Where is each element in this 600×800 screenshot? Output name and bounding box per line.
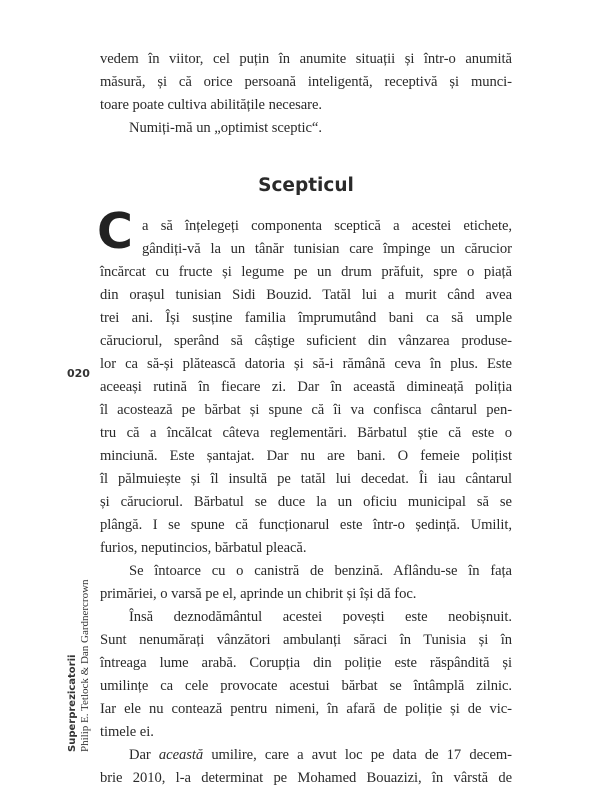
section-title: Scepticul [258,175,354,196]
text-line: Iar ele nu contează pentru nimeni, în afară de poliție și de vic- [100,701,512,717]
text-line: căruciorul, sperând să câștige suficient din vânzarea produse- [100,333,512,349]
text-line: primăriei, o varsă pe el, aprinde un chibrit și își dă foc. [100,586,417,602]
text-line: trei ani. Își susține familia împrumutând bani ca să umple [100,310,512,326]
text-line: toare poate cultiva abilitățile necesare. [100,97,323,113]
text-line: umilințe ca cele provocate acestui bărbat se întâmplă zilnic. [100,678,512,694]
text-line [129,745,512,767]
text-line: întreaga lume arabă. Corupția din poliție este răspândită și [100,655,512,671]
text-line: lor ca să-și plătească datoria și să-i rămână ceva în plus. Este [100,356,512,372]
text-line: Însă deznodământul acestei povești este neobișnuit. [129,609,512,625]
running-header [66,512,92,752]
text-run: umilire, care a avut loc pe data de 17 decem- [203,747,512,763]
drop-cap: C [97,203,133,260]
text-line: furios, neputincios, bărbatul pleacă. [100,540,307,556]
text-line: vedem în viitor, cel puțin în anumite situații și într-o anumită [100,51,512,67]
text-line: măsură, și că orice persoană inteligentă, receptivă și munci- [100,74,512,90]
text-line: aceeași rutină în fiecare zi. Dar în această dimineață poliția [100,379,512,395]
text-line: tru că a încălcat câteva reglementări. Bărbatul știe că este o [100,425,512,441]
text-line: gândiți-vă la un tânăr tunisian care împinge un cărucior [142,241,512,257]
text-line: brie 2010, l-a determinat pe Mohamed Bouazizi, în vârstă de [100,770,512,786]
emphasis: această [158,747,204,763]
book-title: Superprezicatorii [67,654,78,752]
text-line: Sunt nenumărați vânzători ambulanți săraci în Tunisia și în [100,632,512,648]
book-authors: Philip E. Tetlock & Dan Gardnercrown [79,579,91,752]
text-line: a să înțelegeți componenta sceptică a acestei etichete, [142,218,512,234]
text-line: Numiți-mă un „optimist sceptic“. [129,120,322,136]
text-line: din orașul tunisian Sidi Bouzid. Tatăl lui a murit când avea [100,287,512,303]
text-line: încărcat cu fructe și legume pe un drum prăfuit, spre o piață [100,264,512,280]
text-run: Dar [129,747,159,763]
text-line: îl pălmuiește și îl insultă pe tatăl lui decedat. Îi iau cântarul [100,471,512,487]
text-line: Se întoarce cu o canistră de benzină. Aflându-se în fața [129,563,512,579]
text-line: și căruciorul. Bărbatul se duce la un oficiu municipal să se [100,494,512,510]
text-line: plângă. I se spune că funcționarul este într-o ședință. Umilit, [100,517,512,533]
page-number: 020 [67,367,90,380]
text-line: minciună. Este șantajat. Dar nu are bani. O femeie polițist [100,448,512,464]
text-line: timele ei. [100,724,154,740]
text-line: îl acostează pe bărbat și spune că îi va confisca cântarul pen- [100,402,512,418]
